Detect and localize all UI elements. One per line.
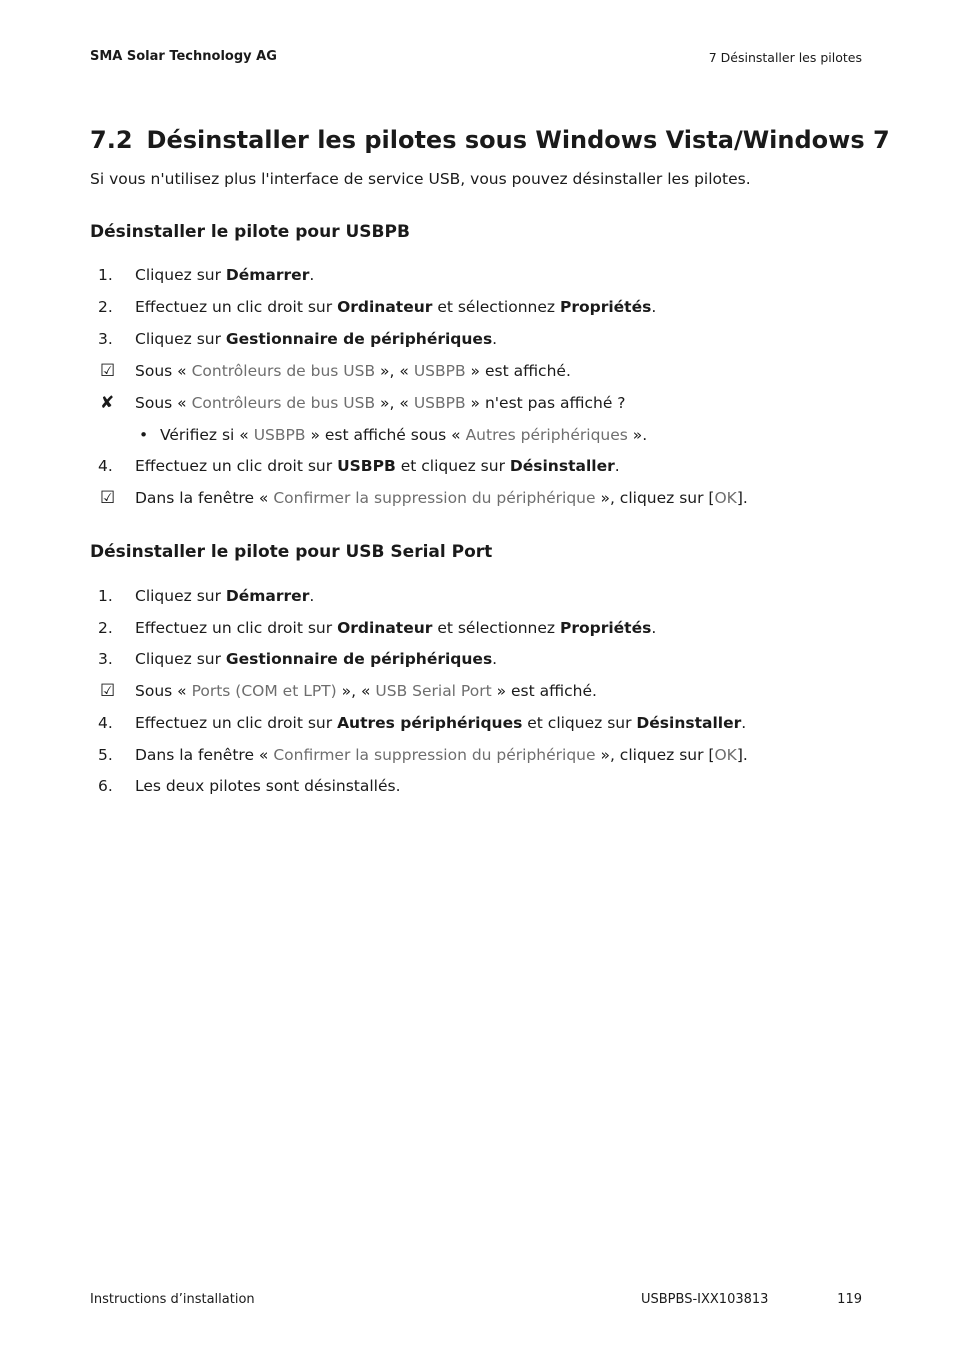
text-part: » est affiché. — [465, 362, 571, 380]
usbpb-step-3 — [0, 327, 954, 351]
header-chapter: 7 Désinstaller les pilotes — [708, 50, 862, 65]
checkbox-checked-icon: ☑ — [100, 488, 116, 508]
result-text — [135, 486, 748, 510]
text-part: Sous « — [135, 682, 192, 700]
bold-term: Gestionnaire de périphériques — [225, 330, 493, 348]
checkbox-checked-icon: ☑ — [100, 361, 116, 381]
text-part: et sélectionnez — [432, 298, 560, 316]
section-title — [90, 122, 890, 158]
text-part: » n'est pas affiché ? — [465, 394, 626, 412]
text-part: . — [492, 330, 498, 348]
section-title-text: Désinstaller les pilotes sous Windows Vista/Windows 7 — [146, 126, 890, 154]
step-number: 2. — [98, 298, 113, 316]
text-part: et cliquez sur — [395, 457, 510, 475]
bold-term: Ordinateur — [337, 619, 433, 637]
text-part: Sous « — [135, 394, 192, 412]
step-number: 1. — [98, 266, 113, 284]
header-company: SMA Solar Technology AG — [90, 49, 277, 64]
footer-page-number: 119 — [837, 1292, 862, 1307]
bold-term: Ordinateur — [337, 298, 433, 316]
text-part: », « — [375, 394, 414, 412]
ui-term: USBPB — [413, 362, 466, 380]
usbpb-step-2 — [0, 295, 954, 319]
text-part: Effectuez un clic droit sur — [135, 298, 338, 316]
ui-term: Ports (COM et LPT) — [191, 682, 337, 700]
text-part: Cliquez sur — [135, 650, 226, 668]
step-text — [135, 295, 656, 319]
section-number: 7.2 — [90, 126, 133, 154]
text-part: Effectuez un clic droit sur — [135, 457, 338, 475]
text-part: . — [651, 619, 657, 637]
ui-term: USB Serial Port — [375, 682, 492, 700]
text-part: », « — [336, 682, 376, 700]
text-part: . — [614, 457, 620, 475]
text-part: . — [492, 650, 498, 668]
ui-term: Contrôleurs de bus USB — [191, 394, 376, 412]
bold-term: Désinstaller — [636, 714, 742, 732]
footer-doc-code: USBPBS-IXX103813 — [641, 1292, 769, 1307]
result-text — [135, 679, 597, 703]
step-number: 6. — [98, 777, 113, 795]
checkbox-checked-icon: ☑ — [100, 681, 116, 701]
text-part: », cliquez sur [ — [595, 746, 715, 764]
ui-term: Confirmer la suppression du périphérique — [273, 489, 596, 507]
text-part: . — [651, 298, 657, 316]
ui-term: OK — [714, 489, 737, 507]
serial-result-1 — [0, 679, 954, 703]
footer-doc-type: Instructions d’installation — [90, 1292, 255, 1307]
text-part: Les deux pilotes sont désinstallés. — [135, 777, 401, 795]
text-part: », « — [375, 362, 414, 380]
step-number: 5. — [98, 746, 113, 764]
usbpb-bullet-1 — [0, 423, 954, 447]
text-part: », cliquez sur [ — [595, 489, 715, 507]
bold-term: Autres périphériques — [337, 714, 523, 732]
ui-term: USBPB — [253, 426, 306, 444]
cross-icon: ✘ — [100, 393, 115, 413]
ui-term: Contrôleurs de bus USB — [191, 362, 376, 380]
text-part: et sélectionnez — [432, 619, 560, 637]
step-number: 3. — [98, 650, 113, 668]
serial-title: Désinstaller le pilote pour USB Serial Port — [90, 542, 493, 562]
step-number: 4. — [98, 714, 113, 732]
bold-term: Démarrer — [225, 266, 310, 284]
serial-step-2 — [0, 616, 954, 640]
text-part: Sous « — [135, 362, 192, 380]
bold-term: Gestionnaire de périphériques — [225, 650, 493, 668]
usbpb-step-1 — [0, 263, 954, 287]
ui-term: USBPB — [413, 394, 466, 412]
step-text — [135, 774, 401, 798]
ui-term: Confirmer la suppression du périphérique — [273, 746, 596, 764]
text-part: et cliquez sur — [522, 714, 637, 732]
result-text — [135, 391, 626, 415]
serial-step-4 — [0, 711, 954, 735]
step-number: 3. — [98, 330, 113, 348]
step-text — [135, 327, 497, 351]
usbpb-result-2 — [0, 391, 954, 415]
text-part: . — [309, 587, 315, 605]
bullet-icon: • — [139, 426, 149, 444]
serial-step-6 — [0, 774, 954, 798]
step-number: 1. — [98, 587, 113, 605]
usbpb-title: Désinstaller le pilote pour USBPB — [90, 222, 410, 242]
step-text — [135, 584, 314, 608]
text-part: Effectuez un clic droit sur — [135, 714, 338, 732]
bold-term: Désinstaller — [509, 457, 615, 475]
step-text — [135, 263, 314, 287]
bold-term: Démarrer — [225, 587, 310, 605]
ui-term: OK — [714, 746, 737, 764]
serial-step-3 — [0, 647, 954, 671]
step-text — [135, 711, 746, 735]
text-part: . — [309, 266, 315, 284]
step-number: 2. — [98, 619, 113, 637]
bullet-text — [160, 423, 647, 447]
text-part: Dans la fenêtre « — [135, 746, 274, 764]
step-text — [135, 647, 497, 671]
text-part: Cliquez sur — [135, 266, 226, 284]
serial-step-1 — [0, 584, 954, 608]
step-text — [135, 743, 748, 767]
serial-step-5 — [0, 743, 954, 767]
usbpb-step-4 — [0, 454, 954, 478]
text-part: ]. — [736, 489, 748, 507]
text-part: Cliquez sur — [135, 330, 226, 348]
step-text — [135, 616, 656, 640]
bold-term: Propriétés — [559, 619, 652, 637]
text-part: Dans la fenêtre « — [135, 489, 274, 507]
text-part: » est affiché sous « — [305, 426, 466, 444]
usbpb-result-3 — [0, 486, 954, 510]
text-part: Effectuez un clic droit sur — [135, 619, 338, 637]
step-number: 4. — [98, 457, 113, 475]
intro-text: Si vous n'utilisez plus l'interface de service USB, vous pouvez désinstaller les pilotes. — [90, 170, 751, 188]
result-text — [135, 359, 571, 383]
text-part: Cliquez sur — [135, 587, 226, 605]
step-text — [135, 454, 620, 478]
text-part: Vérifiez si « — [160, 426, 254, 444]
text-part: ». — [627, 426, 648, 444]
text-part: ]. — [736, 746, 748, 764]
usbpb-result-1 — [0, 359, 954, 383]
bold-term: USBPB — [337, 457, 396, 475]
text-part: . — [741, 714, 747, 732]
text-part: » est affiché. — [491, 682, 597, 700]
bold-term: Propriétés — [559, 298, 652, 316]
ui-term: Autres périphériques — [465, 426, 628, 444]
